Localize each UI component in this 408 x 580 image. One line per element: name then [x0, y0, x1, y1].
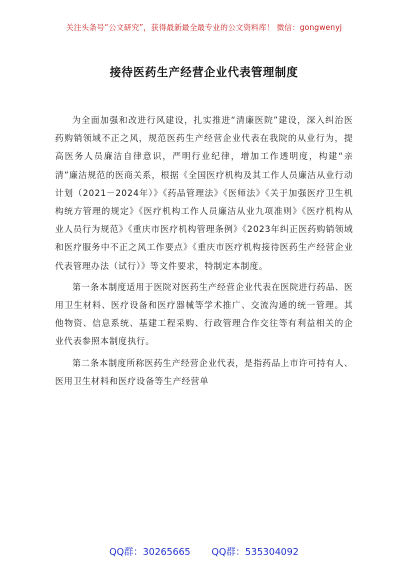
- paragraph-intro: 为全面加强和改进行风建设，扎实推进“清廉医院”建设，深入纠治医药购销领域不正之风，规范医药生产经营企业代表在我院的从业行为，提高医务人员廉洁自律意识，严明行业纪律，增加工作透明度，构建“亲清”廉洁规范的医商关系，根据《全国医疗机构及其工作人员廉洁从业行动计划（2021－2024年）》《药品管理法》《医师法》《关于加强医疗卫生机构统方管理的规定》《医疗机构工作人员廉洁从业九项准则》《医疗机构从业人员行为规范》《重庆市医疗机构管理条例》《2023年纠正医药购销领域和医疗服务中不正之风工作要点》《重庆市医疗机构接待医药生产经营企业代表管理办法（试行）》等文件要求，特制定本制度。: [55, 116, 353, 272]
- promo-banner: 关注头条号“公文研究”，获得最新最全最专业的公文资料库！ 微信：gongwenyj: [66, 23, 342, 32]
- document-title: 接待医药生产经营企业代表管理制度: [109, 66, 299, 79]
- footer-qq-group-2: QQ群：535304092: [211, 547, 299, 558]
- paragraph-article-1: 第一条本制度适用于医院对医药生产经营企业代表在医院进行药品、医用卫生材料、医疗设备和医疗器械等学术推广、交流沟通的统一管理。其他物资、信息系统、基建工程采购、行政管理合作交往等有利益相关的企业代表参照本制度执行。: [55, 282, 353, 348]
- footer-qq-group-1: QQ群：30265665: [109, 547, 191, 558]
- paragraph-article-2: 第二条本制度所称医药生产经营企业代表，是指药品上市许可持有人、医用卫生材料和医疗设备等生产经营单: [55, 358, 353, 387]
- document-body: [55, 112, 353, 394]
- footer-contact: [0, 544, 408, 558]
